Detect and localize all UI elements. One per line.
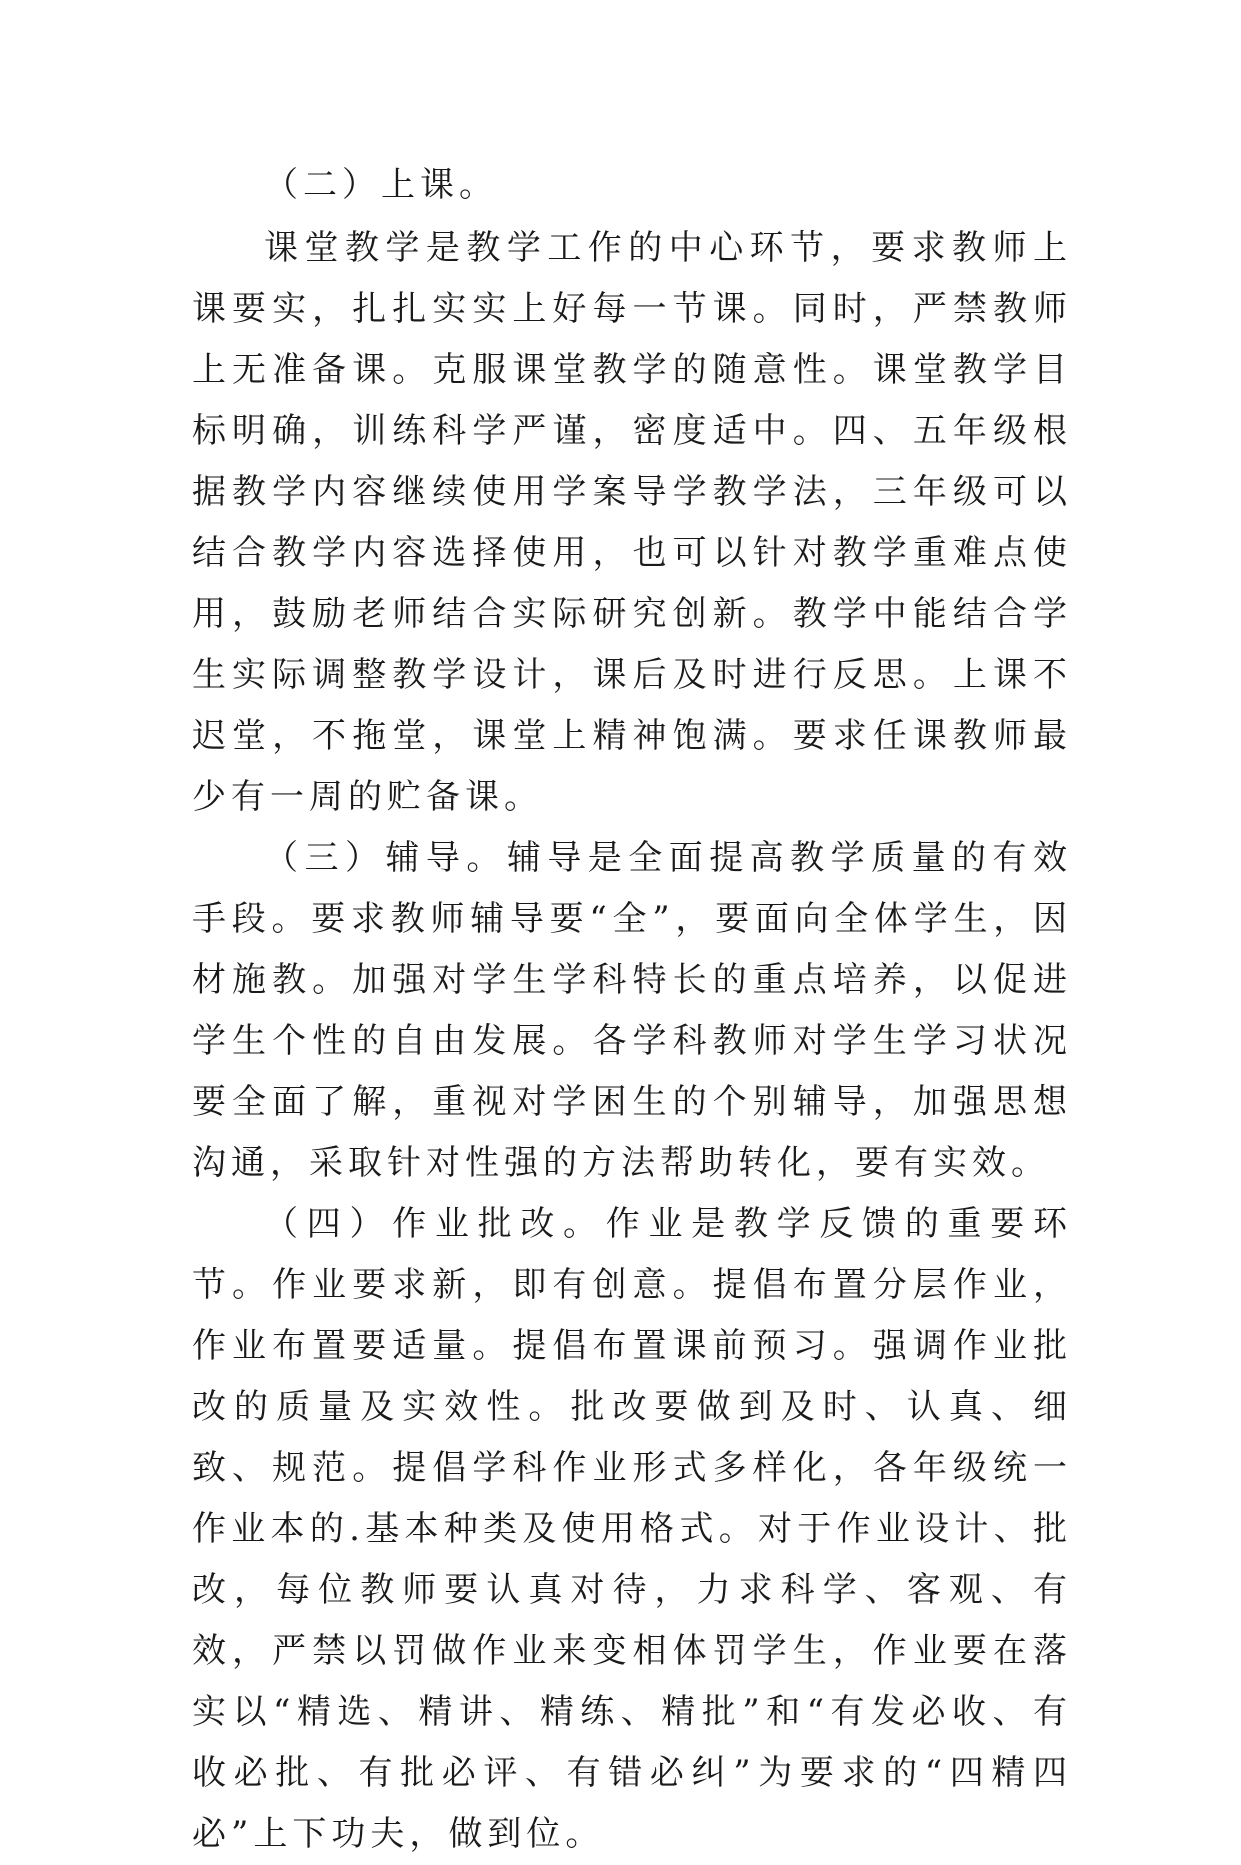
section-heading-class: （二）上课。 [264,165,498,205]
paragraph-class-teaching: 课堂教学是教学工作的中心环节，要求教师上课要实，扎扎实实上好每一节课。同时，严禁教师上无准备课。克服课堂教学的随意性。课堂教学目标明确，训练科学严谨，密度适中。四、五年级根据教学内容继续使用学案导学教学法，三年级可以结合教学内容选择使用，也可以针对教学重难点使用，鼓励老师结合实际研究创新。教学中能结合学生实际调整教学设计，课后及时进行反思。上课不迟堂，不拖堂，课堂上精神饱满。要求任课教师最少有一周的贮备课。 [192,228,1072,817]
paragraph-homework: （四）作业批改。作业是教学反馈的重要环节。作业要求新，即有创意。提倡布置分层作业，作业布置要适量。提倡布置课前预习。强调作业批改的质量及实效性。批改要做到及时、认真、细致、规范。提倡学科作业形式多样化，各年级统一作业本的.基本种类及使用格式。对于作业设计、批改，每位教师要认真对待，力求科学、客观、有效，严禁以罚做作业来变相体罚学生，作业要在落实以“精选、精讲、精练、精批”和“有发必收、有收必批、有批必评、有错必纠”为要求的“四精四必”上下功夫，做到位。 [192,1204,1072,1854]
paragraph-tutoring: （三）辅导。辅导是全面提高教学质量的有效手段。要求教师辅导要“全”，要面向全体学生，因材施教。加强对学生学科特长的重点培养，以促进学生个性的自由发展。各学科教师对学生学习状况要全面了解，重视对学困生的个别辅导，加强思想沟通，采取针对性强的方法帮助转化，要有实效。 [192,838,1072,1183]
document-page [192,155,1072,1865]
